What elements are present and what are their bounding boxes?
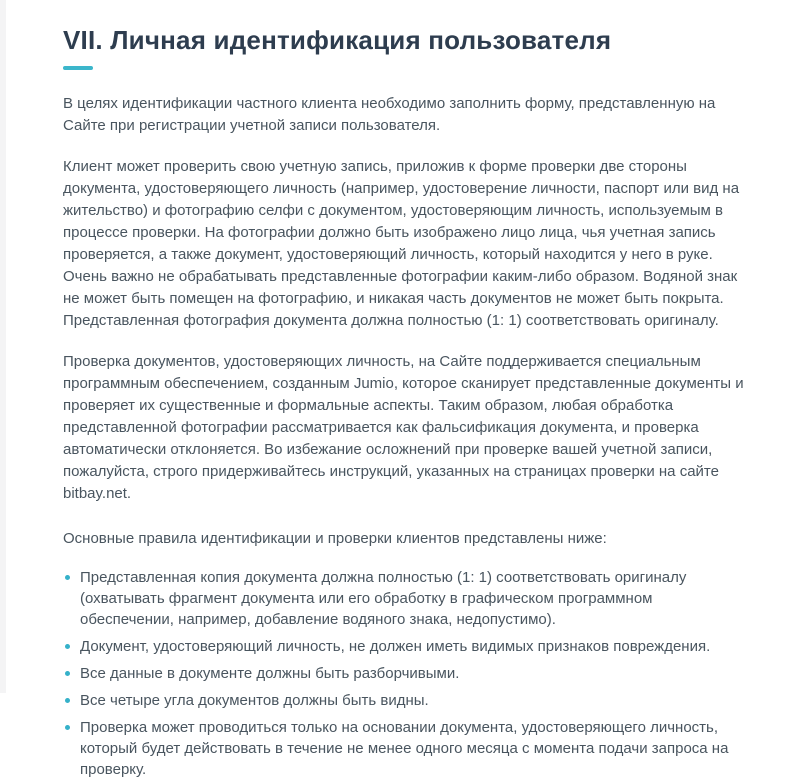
bullet-dot-icon <box>65 575 70 580</box>
rules-list-item-text: Представленная копия документа должна полностью (1: 1) соответствовать оригиналу (охватывать фрагмент документа или его обработку в графическом программном обеспечении, например, добавление водяного знака, недопустимо). <box>80 569 687 628</box>
rules-list-item-text: Документ, удостоверяющий личность, не должен иметь видимых признаков повреждения. <box>80 638 711 655</box>
rules-list <box>63 567 747 780</box>
rules-list-item-text: Все данные в документе должны быть разборчивыми. <box>80 665 460 682</box>
bullet-dot-icon <box>65 644 70 649</box>
bullet-dot-icon <box>65 725 70 730</box>
rules-list-item <box>63 717 747 780</box>
rules-list-item <box>63 663 747 684</box>
bullet-dot-icon <box>65 698 70 703</box>
rules-list-item-text: Проверка может проводиться только на основании документа, удостоверяющего личность, который будет действовать в течение не менее одного месяца с момента подачи запроса на проверку. <box>80 719 729 778</box>
rules-list-item <box>63 567 747 630</box>
section-heading: VII. Личная идентификация пользователя <box>63 25 612 55</box>
rules-list-item-text: Все четыре угла документов должны быть видны. <box>80 692 429 709</box>
paragraph-jumio-software: Проверка документов, удостоверяющих личность, на Сайте поддерживается специальным программным обеспечением, созданным Jumio, которое сканирует представленные документы и проверяет их существенные и формальные аспекты. Таким образом, любая обработка представленной фотографии рассматривается как фальсификация документа, и проверка автоматически отклоняется. Во избежание осложнений при проверке вашей учетной записи, пожалуйста, строго придерживайтесь инструкций, указанных на страницах проверки на сайте bitbay.net. <box>63 353 744 502</box>
paragraph-verification-photos: Клиент может проверить свою учетную запись, приложив к форме проверки две стороны документа, удостоверяющего личность (например, удостоверение личности, паспорт или вид на жительство) и фотографию селфи с документом, удостоверяющим личность, используемым в процессе проверки. На фотографии должно быть изображено лицо лица, чья учетная запись проверяется, а также документ, удостоверяющий личность, который находится у него в руке. Очень важно не обрабатывать представленные фотографии каким-либо образом. Водяной знак не может быть помещен на фотографию, и никакая часть документов не может быть покрыта. Представленная фотография документа должна полностью (1: 1) соответствовать оригиналу. <box>63 158 740 329</box>
paragraph-rules-intro: Основные правила идентификации и проверки клиентов представлены ниже: <box>63 530 607 547</box>
section-content <box>63 24 747 780</box>
heading-accent-rule <box>63 66 93 70</box>
bullet-dot-icon <box>65 671 70 676</box>
page-left-edge-strip <box>0 0 6 693</box>
rules-list-item <box>63 636 747 657</box>
rules-list-item <box>63 690 747 711</box>
paragraph-registration-form: В целях идентификации частного клиента необходимо заполнить форму, представленную на Сайте при регистрации учетной записи пользователя. <box>63 95 716 134</box>
